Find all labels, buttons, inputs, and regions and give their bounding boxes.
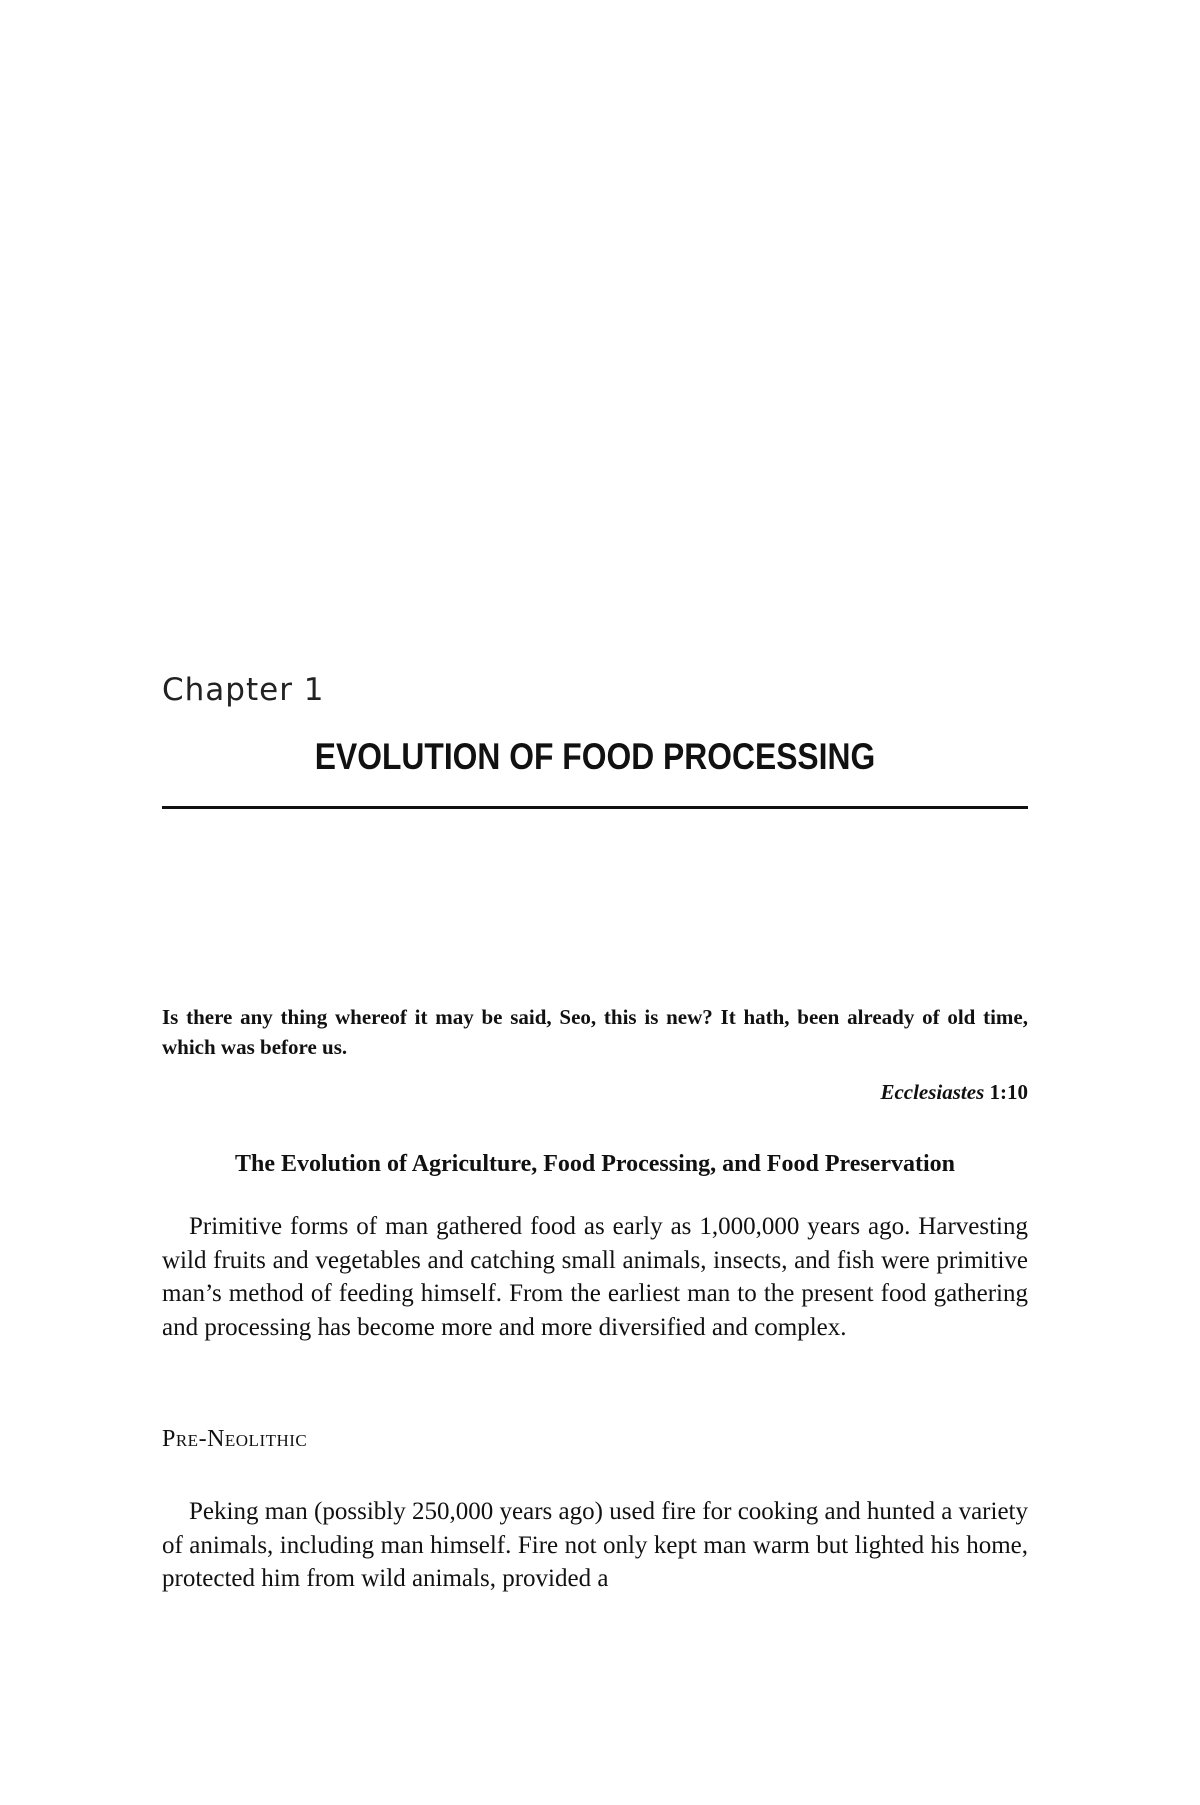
epigraph-source-book: Ecclesiastes	[880, 1080, 985, 1104]
chapter-title: EVOLUTION OF FOOD PROCESSING	[314, 736, 876, 777]
title-divider	[162, 806, 1028, 809]
body-paragraph-2: Peking man (possibly 250,000 years ago) used fire for cooking and hunted a variety of animals, including man himself. Fire not only kept man warm but lighted his home, protected him from wild animals, provided a	[162, 1498, 1028, 1592]
chapter-label: Chapter 1	[162, 672, 325, 708]
epigraph-quote: Is there any thing whereof it may be said, Seo, this is new? It hath, been already of old time, which was before us.	[162, 1005, 1028, 1059]
body-paragraph-1: Primitive forms of man gathered food as early as 1,000,000 years ago. Harvesting wild fruits and vegetables and catching small animals, insects, and fish were primitive man’s method of feeding himself. From the earliest man to the present food gathering and processing has become more and more diversified and complex.	[162, 1213, 1028, 1341]
epigraph-source	[162, 1077, 1028, 1107]
subsection-heading: Pre-Neolithic	[162, 1426, 308, 1452]
epigraph-source-verse: 1:10	[989, 1080, 1028, 1104]
section-heading: The Evolution of Agriculture, Food Processing, and Food Preservation	[234, 1151, 955, 1177]
